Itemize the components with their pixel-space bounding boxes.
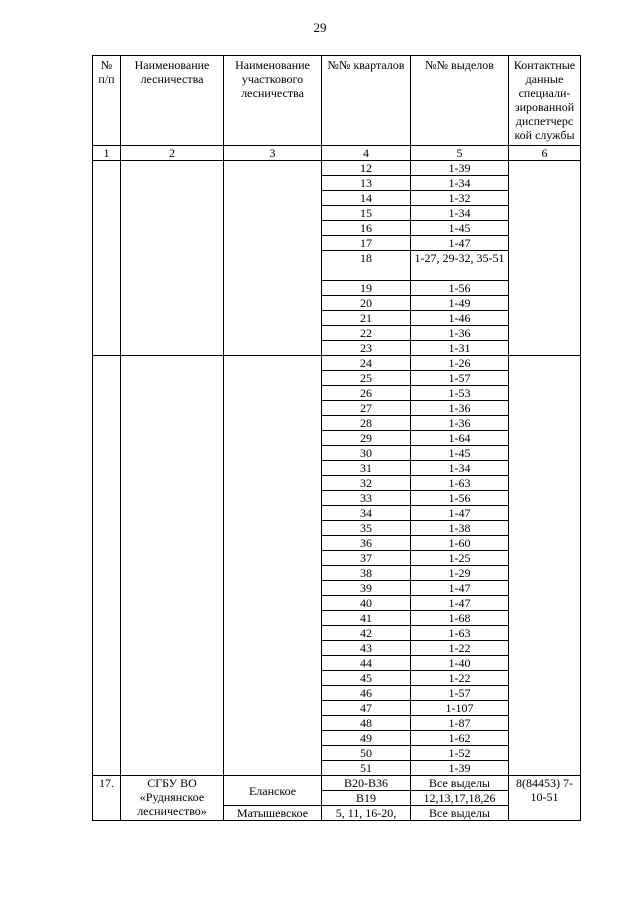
allotment-cell: Все выделы	[411, 806, 509, 821]
quarter-cell: 42	[322, 626, 411, 641]
quarter-cell: 28	[322, 416, 411, 431]
quarter-cell: 40	[322, 596, 411, 611]
empty-contact-cell	[509, 161, 581, 356]
quarter-cell: 44	[322, 656, 411, 671]
allotment-cell: 12,13,17,18,26	[411, 791, 509, 806]
contact-data: 8(84453) 7-10-51	[509, 776, 581, 821]
forestry-name: СГБУ ВО «Руднянское лесничество»	[121, 776, 224, 821]
quarter-cell: 18	[322, 251, 411, 281]
quarter-cell: 17	[322, 236, 411, 251]
allotment-cell: 1-39	[411, 161, 509, 176]
quarter-cell: 31	[322, 461, 411, 476]
allotment-cell: 1-36	[411, 401, 509, 416]
table-row	[93, 161, 581, 176]
quarter-cell: 26	[322, 386, 411, 401]
allotment-cell: 1-39	[411, 761, 509, 776]
quarter-cell: 37	[322, 551, 411, 566]
allotment-cell: 1-52	[411, 746, 509, 761]
allotment-cell: 1-64	[411, 431, 509, 446]
forestry-table	[92, 55, 581, 821]
quarter-cell: В19	[322, 791, 411, 806]
allotment-cell: 1-57	[411, 371, 509, 386]
quarter-cell: 50	[322, 746, 411, 761]
quarter-cell: В20-В36	[322, 776, 411, 791]
allotment-cell: 1-62	[411, 731, 509, 746]
column-header-4: №№ кварталов	[322, 56, 411, 146]
quarter-cell: 41	[322, 611, 411, 626]
quarter-cell: 21	[322, 311, 411, 326]
column-number-2: 2	[121, 146, 224, 161]
quarter-cell: 24	[322, 356, 411, 371]
allotment-cell: 1-34	[411, 461, 509, 476]
allotment-cell: 1-36	[411, 416, 509, 431]
page-number: 29	[313, 20, 327, 35]
column-header-1: № п/п	[93, 56, 121, 146]
empty-district-cell	[224, 161, 322, 356]
column-header-5: №№ выделов	[411, 56, 509, 146]
allotment-cell: 1-63	[411, 476, 509, 491]
quarter-cell: 32	[322, 476, 411, 491]
quarter-cell: 35	[322, 521, 411, 536]
quarter-cell: 20	[322, 296, 411, 311]
quarter-cell: 39	[322, 581, 411, 596]
allotment-cell: 1-45	[411, 446, 509, 461]
column-header-2: Наименование лесничества	[121, 56, 224, 146]
allotment-cell: 1-47	[411, 236, 509, 251]
column-number-1: 1	[93, 146, 121, 161]
quarter-cell: 43	[322, 641, 411, 656]
entry-number: 17.	[93, 776, 121, 821]
entry17-row	[93, 776, 581, 791]
empty-num-cell	[93, 356, 121, 776]
empty-district-cell	[224, 356, 322, 776]
column-number-5: 5	[411, 146, 509, 161]
quarter-cell: 49	[322, 731, 411, 746]
allotment-cell: 1-68	[411, 611, 509, 626]
column-header-3: Наименование участкового лесничества	[224, 56, 322, 146]
allotment-cell: 1-47	[411, 506, 509, 521]
empty-forestry-cell	[121, 356, 224, 776]
quarter-cell: 47	[322, 701, 411, 716]
allotment-cell: 1-25	[411, 551, 509, 566]
allotment-cell: 1-53	[411, 386, 509, 401]
allotment-cell: 1-56	[411, 281, 509, 296]
quarter-cell: 13	[322, 176, 411, 191]
header-row	[93, 56, 581, 146]
quarter-cell: 14	[322, 191, 411, 206]
allotment-cell: 1-27, 29-32, 35-51	[411, 251, 509, 281]
quarter-cell: 25	[322, 371, 411, 386]
column-number-6: 6	[509, 146, 581, 161]
quarter-cell: 16	[322, 221, 411, 236]
allotment-cell: 1-34	[411, 176, 509, 191]
quarter-cell: 15	[322, 206, 411, 221]
table-row	[93, 356, 581, 371]
allotment-cell: 1-31	[411, 341, 509, 356]
quarter-cell: 27	[322, 401, 411, 416]
allotment-cell: 1-26	[411, 356, 509, 371]
quarter-cell: 5, 11, 16-20,	[322, 806, 411, 821]
allotment-cell: 1-22	[411, 641, 509, 656]
column-header-6: Контактные данные специали- зированной диспетчерс кой службы	[509, 56, 581, 146]
allotment-cell: Все выделы	[411, 776, 509, 791]
empty-num-cell	[93, 161, 121, 356]
allotment-cell: 1-87	[411, 716, 509, 731]
quarter-cell: 33	[322, 491, 411, 506]
quarter-cell: 29	[322, 431, 411, 446]
allotment-cell: 1-60	[411, 536, 509, 551]
quarter-cell: 46	[322, 686, 411, 701]
quarter-cell: 23	[322, 341, 411, 356]
quarter-cell: 19	[322, 281, 411, 296]
quarter-cell: 12	[322, 161, 411, 176]
quarter-cell: 51	[322, 761, 411, 776]
empty-contact-cell	[509, 356, 581, 776]
quarter-cell: 45	[322, 671, 411, 686]
allotment-cell: 1-63	[411, 626, 509, 641]
allotment-cell: 1-46	[411, 311, 509, 326]
quarter-cell: 48	[322, 716, 411, 731]
quarter-cell: 38	[322, 566, 411, 581]
allotment-cell: 1-29	[411, 566, 509, 581]
column-number-row	[93, 146, 581, 161]
allotment-cell: 1-47	[411, 596, 509, 611]
allotment-cell: 1-107	[411, 701, 509, 716]
allotment-cell: 1-56	[411, 491, 509, 506]
allotment-cell: 1-32	[411, 191, 509, 206]
allotment-cell: 1-49	[411, 296, 509, 311]
allotment-cell: 1-40	[411, 656, 509, 671]
column-number-4: 4	[322, 146, 411, 161]
allotment-cell: 1-36	[411, 326, 509, 341]
allotment-cell: 1-38	[411, 521, 509, 536]
allotment-cell: 1-22	[411, 671, 509, 686]
column-number-3: 3	[224, 146, 322, 161]
quarter-cell: 34	[322, 506, 411, 521]
quarter-cell: 30	[322, 446, 411, 461]
district-name: Матышевское	[224, 806, 322, 821]
empty-forestry-cell	[121, 161, 224, 356]
quarter-cell: 22	[322, 326, 411, 341]
quarter-cell: 36	[322, 536, 411, 551]
allotment-cell: 1-47	[411, 581, 509, 596]
allotment-cell: 1-57	[411, 686, 509, 701]
allotment-cell: 1-34	[411, 206, 509, 221]
district-name: Еланское	[224, 776, 322, 806]
allotment-cell: 1-45	[411, 221, 509, 236]
